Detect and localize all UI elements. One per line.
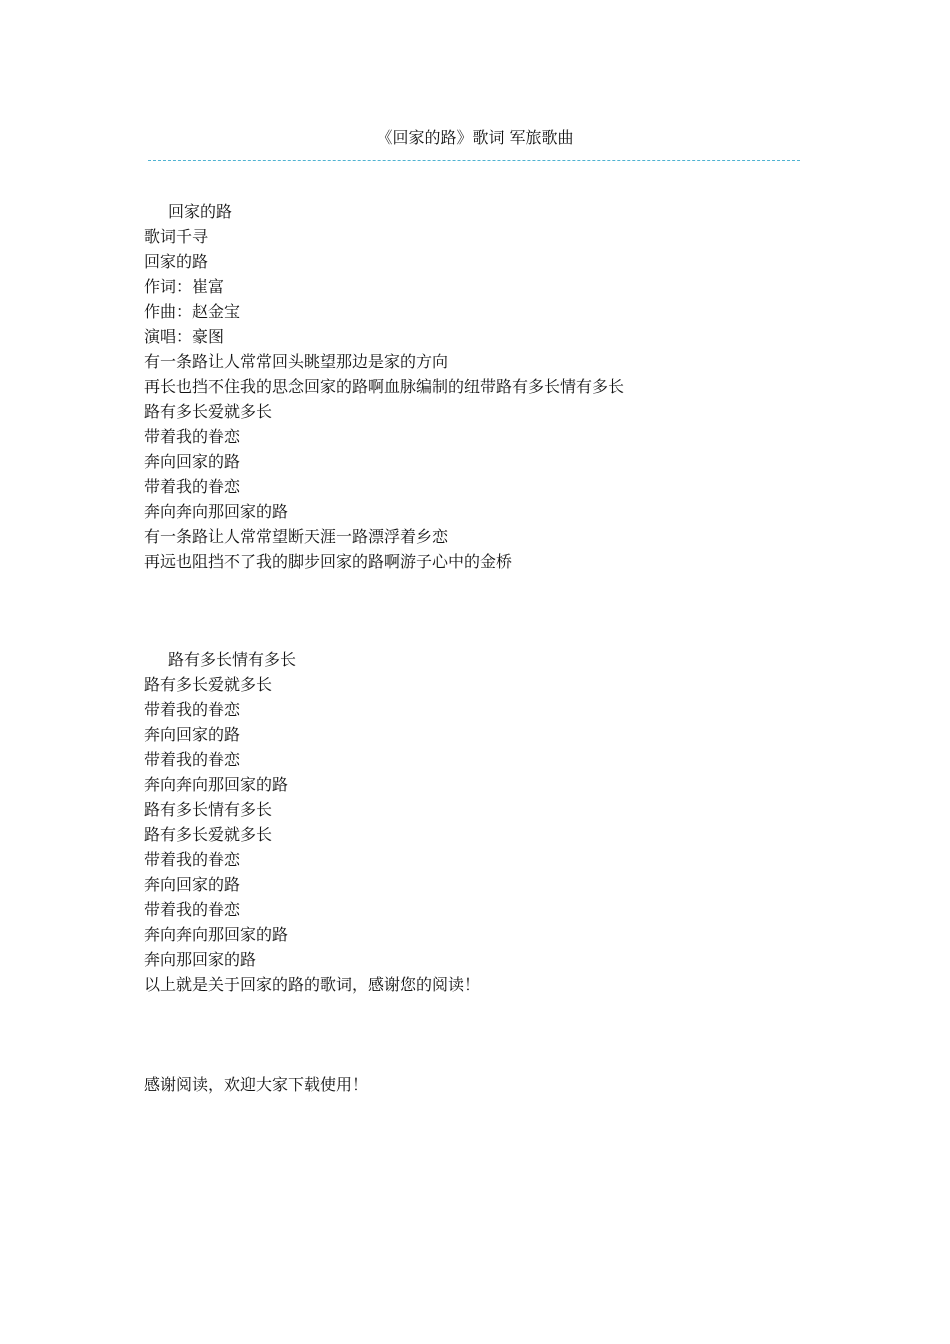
- lyrics-line: 回家的路: [168, 202, 233, 221]
- lyrics-line: 有一条路让人常常回头眺望那边是家的方向: [144, 352, 449, 371]
- lyrics-line: 带着我的眷恋: [144, 700, 241, 719]
- lyrics-line: 路有多长爱就多长: [144, 675, 273, 694]
- lyrics-line: 回家的路: [144, 252, 209, 271]
- lyrics-line: 作曲：赵金宝: [144, 302, 241, 321]
- lyrics-line: 路有多长爱就多长: [144, 825, 273, 844]
- lyrics-section-2: [144, 647, 824, 997]
- closing-line: 以上就是关于回家的路的歌词，感谢您的阅读！: [144, 975, 481, 994]
- lyrics-line: 再长也挡不住我的思念回家的路啊血脉编制的纽带路有多长情有多长: [144, 377, 625, 396]
- lyrics-line: 奔向回家的路: [144, 725, 241, 744]
- lyrics-line: 带着我的眷恋: [144, 850, 241, 869]
- lyrics-line: 奔向那回家的路: [144, 950, 257, 969]
- lyrics-line: 带着我的眷恋: [144, 750, 241, 769]
- lyrics-line: 有一条路让人常常望断天涯一路漂浮着乡恋: [144, 527, 449, 546]
- lyrics-line: 路有多长情有多长: [168, 650, 297, 669]
- lyrics-line: 演唱：豪图: [144, 327, 225, 346]
- footer-thanks: 感谢阅读，欢迎大家下载使用！: [144, 1075, 369, 1094]
- lyrics-line: 路有多长爱就多长: [144, 402, 273, 421]
- dashed-divider: [148, 160, 800, 161]
- lyrics-line: 带着我的眷恋: [144, 427, 241, 446]
- document-title: 《回家的路》歌词 军旅歌曲: [376, 128, 574, 147]
- lyrics-line: 带着我的眷恋: [144, 477, 241, 496]
- lyrics-line: 奔向奔向那回家的路: [144, 925, 289, 944]
- lyrics-line: 作词：崔富: [144, 277, 225, 296]
- lyrics-line: 奔向回家的路: [144, 875, 241, 894]
- lyrics-line: 歌词千寻: [144, 227, 209, 246]
- lyrics-line: 路有多长情有多长: [144, 800, 273, 819]
- lyrics-line: 奔向奔向那回家的路: [144, 775, 289, 794]
- lyrics-line: 奔向奔向那回家的路: [144, 502, 289, 521]
- lyrics-line: 再远也阻挡不了我的脚步回家的路啊游子心中的金桥: [144, 552, 513, 571]
- lyrics-line: 奔向回家的路: [144, 452, 241, 471]
- lyrics-line: 带着我的眷恋: [144, 900, 241, 919]
- lyrics-section-1: [144, 199, 824, 574]
